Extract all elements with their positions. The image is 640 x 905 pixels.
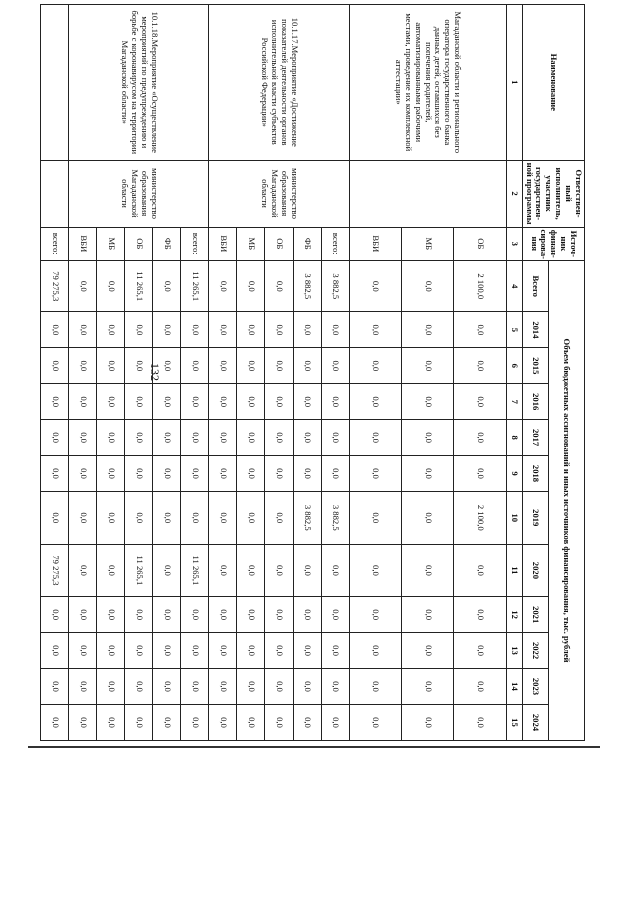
year-value-cell: 0,0 xyxy=(125,384,153,420)
year-value-cell: 0,0 xyxy=(349,597,401,633)
header-year-2021: 2021 xyxy=(522,597,548,633)
source-cell: ВБИ xyxy=(209,227,237,261)
year-value-cell: 0,0 xyxy=(293,544,321,597)
year-value-cell: 0,0 xyxy=(237,312,265,348)
total-cell: 0,0 xyxy=(69,261,97,312)
year-value-cell: 0,0 xyxy=(125,669,153,705)
total-cell: 3 882,5 xyxy=(321,261,349,312)
year-value-cell: 0,0 xyxy=(153,491,181,544)
year-value-cell: 0,0 xyxy=(293,669,321,705)
year-value-cell: 0,0 xyxy=(69,669,97,705)
total-cell: 0,0 xyxy=(402,261,454,312)
column-index-14: 14 xyxy=(506,669,522,705)
source-cell: МБ xyxy=(97,227,125,261)
year-value-cell: 0,0 xyxy=(321,420,349,456)
header-year-2016: 2016 xyxy=(522,384,548,420)
year-value-cell: 0,0 xyxy=(153,312,181,348)
year-value-cell: 0,0 xyxy=(293,312,321,348)
year-value-cell: 0,0 xyxy=(237,704,265,740)
year-value-cell: 0,0 xyxy=(69,491,97,544)
row-name-cell xyxy=(41,5,69,161)
year-value-cell: 0,0 xyxy=(321,544,349,597)
row-executor-cell: министерство образования Магаданской области xyxy=(69,160,209,227)
page-rule xyxy=(28,746,600,748)
year-value-cell: 0,0 xyxy=(265,420,293,456)
year-value-cell: 0,0 xyxy=(265,348,293,384)
year-value-cell: 0,0 xyxy=(454,384,506,420)
column-index-6: 6 xyxy=(506,348,522,384)
year-value-cell: 0,0 xyxy=(321,633,349,669)
year-value-cell: 0,0 xyxy=(349,669,401,705)
total-cell: 3 882,5 xyxy=(293,261,321,312)
year-value-cell: 0,0 xyxy=(454,348,506,384)
year-value-cell: 3 882,5 xyxy=(293,491,321,544)
year-value-cell: 0,0 xyxy=(125,597,153,633)
year-value-cell: 0,0 xyxy=(153,384,181,420)
year-value-cell: 0,0 xyxy=(402,704,454,740)
year-value-cell: 0,0 xyxy=(181,312,209,348)
year-value-cell: 0,0 xyxy=(402,491,454,544)
year-value-cell: 0,0 xyxy=(402,456,454,492)
year-value-cell: 0,0 xyxy=(349,420,401,456)
total-cell: 0,0 xyxy=(237,261,265,312)
year-value-cell: 0,0 xyxy=(41,491,69,544)
year-value-cell: 0,0 xyxy=(41,669,69,705)
year-value-cell: 0,0 xyxy=(454,420,506,456)
year-value-cell: 0,0 xyxy=(209,348,237,384)
year-value-cell: 0,0 xyxy=(69,312,97,348)
header-volume: Объем бюджетных ассигнований и иных источников финансирования, тыс. рублей xyxy=(548,261,584,741)
year-value-cell: 3 882,5 xyxy=(321,491,349,544)
year-value-cell: 0,0 xyxy=(209,384,237,420)
source-cell: ОБ xyxy=(265,227,293,261)
year-value-cell: 0,0 xyxy=(41,456,69,492)
year-value-cell: 0,0 xyxy=(209,669,237,705)
year-value-cell: 0,0 xyxy=(237,491,265,544)
year-value-cell: 0,0 xyxy=(41,704,69,740)
column-index-10: 10 xyxy=(506,491,522,544)
year-value-cell: 0,0 xyxy=(97,597,125,633)
year-value-cell: 0,0 xyxy=(153,420,181,456)
year-value-cell: 0,0 xyxy=(321,348,349,384)
year-value-cell: 0,0 xyxy=(153,348,181,384)
column-index-5: 5 xyxy=(506,312,522,348)
year-value-cell: 0,0 xyxy=(125,456,153,492)
year-value-cell: 0,0 xyxy=(265,384,293,420)
column-index-3: 3 xyxy=(506,227,522,261)
year-value-cell: 0,0 xyxy=(41,348,69,384)
year-value-cell: 0,0 xyxy=(153,597,181,633)
source-cell: МБ xyxy=(402,227,454,261)
year-value-cell: 0,0 xyxy=(153,669,181,705)
row-executor-cell xyxy=(41,160,69,227)
year-value-cell: 11 265,1 xyxy=(181,544,209,597)
source-cell: всего: xyxy=(321,227,349,261)
header-year-2017: 2017 xyxy=(522,420,548,456)
year-value-cell: 0,0 xyxy=(69,633,97,669)
year-value-cell: 0,0 xyxy=(181,491,209,544)
year-value-cell: 0,0 xyxy=(209,633,237,669)
year-value-cell: 0,0 xyxy=(265,704,293,740)
year-value-cell: 0,0 xyxy=(349,456,401,492)
year-value-cell: 0,0 xyxy=(69,348,97,384)
year-value-cell: 0,0 xyxy=(237,384,265,420)
column-index-4: 4 xyxy=(506,261,522,312)
header-year-2024: 2024 xyxy=(522,704,548,740)
year-value-cell: 0,0 xyxy=(237,348,265,384)
year-value-cell: 0,0 xyxy=(321,456,349,492)
row-executor-cell: министерство образования Магаданской области xyxy=(209,160,349,227)
year-value-cell: 0,0 xyxy=(402,384,454,420)
year-value-cell: 0,0 xyxy=(97,348,125,384)
year-value-cell: 0,0 xyxy=(454,704,506,740)
year-value-cell: 0,0 xyxy=(125,348,153,384)
year-value-cell: 0,0 xyxy=(321,312,349,348)
column-index-2: 2 xyxy=(506,160,522,227)
year-value-cell: 0,0 xyxy=(97,384,125,420)
year-value-cell: 0,0 xyxy=(321,704,349,740)
year-value-cell: 0,0 xyxy=(181,420,209,456)
year-value-cell: 0,0 xyxy=(237,633,265,669)
budget-table xyxy=(40,4,585,741)
year-value-cell: 0,0 xyxy=(265,491,293,544)
table-row xyxy=(454,5,506,741)
year-value-cell: 0,0 xyxy=(181,597,209,633)
year-value-cell: 0,0 xyxy=(41,420,69,456)
year-value-cell: 0,0 xyxy=(97,456,125,492)
year-value-cell: 0,0 xyxy=(237,420,265,456)
total-cell: 0,0 xyxy=(153,261,181,312)
page-number: 132 xyxy=(148,363,162,381)
rotated-budget-sheet xyxy=(40,4,585,741)
year-value-cell: 0,0 xyxy=(349,312,401,348)
year-value-cell: 0,0 xyxy=(181,348,209,384)
year-value-cell: 0,0 xyxy=(41,597,69,633)
column-index-11: 11 xyxy=(506,544,522,597)
total-cell: 11 265,1 xyxy=(181,261,209,312)
year-value-cell: 0,0 xyxy=(97,420,125,456)
row-name-cell: Магаданской области и регионального оператора государственного банка данных детей, оставшихся без попечения родителей, автоматизированными рабочими местами, проведение их комплексной аттестации» xyxy=(349,5,506,161)
column-index-8: 8 xyxy=(506,420,522,456)
year-value-cell: 0,0 xyxy=(41,312,69,348)
year-value-cell: 0,0 xyxy=(402,312,454,348)
year-value-cell: 0,0 xyxy=(69,704,97,740)
year-value-cell: 0,0 xyxy=(69,597,97,633)
total-cell: 0,0 xyxy=(209,261,237,312)
header-year-2018: 2018 xyxy=(522,456,548,492)
year-value-cell: 0,0 xyxy=(349,544,401,597)
year-value-cell: 0,0 xyxy=(265,312,293,348)
year-value-cell: 0,0 xyxy=(237,597,265,633)
year-value-cell: 0,0 xyxy=(153,456,181,492)
total-cell: 11 265,1 xyxy=(125,261,153,312)
year-value-cell: 0,0 xyxy=(181,456,209,492)
year-value-cell: 0,0 xyxy=(125,312,153,348)
year-value-cell: 0,0 xyxy=(69,456,97,492)
year-value-cell: 0,0 xyxy=(293,348,321,384)
year-value-cell: 0,0 xyxy=(181,704,209,740)
year-value-cell: 0,0 xyxy=(293,384,321,420)
year-value-cell: 0,0 xyxy=(349,704,401,740)
year-value-cell: 0,0 xyxy=(209,420,237,456)
year-value-cell: 0,0 xyxy=(69,384,97,420)
year-value-cell: 0,0 xyxy=(153,544,181,597)
year-value-cell: 0,0 xyxy=(349,633,401,669)
year-value-cell: 0,0 xyxy=(153,704,181,740)
year-value-cell: 0,0 xyxy=(209,491,237,544)
year-value-cell: 0,0 xyxy=(454,544,506,597)
year-value-cell: 0,0 xyxy=(402,420,454,456)
year-value-cell: 0,0 xyxy=(97,669,125,705)
year-value-cell: 0,0 xyxy=(209,312,237,348)
year-value-cell: 0,0 xyxy=(125,704,153,740)
year-value-cell: 0,0 xyxy=(125,491,153,544)
year-value-cell: 79 275,3 xyxy=(41,544,69,597)
source-cell: всего: xyxy=(181,227,209,261)
year-value-cell: 0,0 xyxy=(321,384,349,420)
row-name-cell: 10.1.18.Мероприятие «Осуществление мероприятий по предупреждению и борьбе с коронавирусом на территории Магаданской области» xyxy=(69,5,209,161)
column-index-12: 12 xyxy=(506,597,522,633)
year-value-cell: 0,0 xyxy=(293,420,321,456)
year-value-cell: 0,0 xyxy=(237,669,265,705)
column-index-15: 15 xyxy=(506,704,522,740)
year-value-cell: 0,0 xyxy=(265,669,293,705)
total-cell: 0,0 xyxy=(97,261,125,312)
year-value-cell: 0,0 xyxy=(402,633,454,669)
year-value-cell: 0,0 xyxy=(265,597,293,633)
header-source: Источ-ник финан-сирова-ния xyxy=(522,227,584,261)
year-value-cell: 0,0 xyxy=(454,597,506,633)
year-value-cell: 0,0 xyxy=(265,544,293,597)
year-value-cell: 0,0 xyxy=(97,491,125,544)
year-value-cell: 0,0 xyxy=(97,312,125,348)
column-index-1: 1 xyxy=(506,5,522,161)
header-year-2023: 2023 xyxy=(522,669,548,705)
year-value-cell: 0,0 xyxy=(69,544,97,597)
year-value-cell: 0,0 xyxy=(125,633,153,669)
row-executor-cell xyxy=(349,160,506,227)
total-cell: 2 100,0 xyxy=(454,261,506,312)
year-value-cell: 0,0 xyxy=(349,491,401,544)
year-value-cell: 0,0 xyxy=(209,456,237,492)
column-index-9: 9 xyxy=(506,456,522,492)
year-value-cell: 0,0 xyxy=(402,669,454,705)
column-index-13: 13 xyxy=(506,633,522,669)
year-value-cell: 0,0 xyxy=(454,456,506,492)
source-cell: всего: xyxy=(41,227,69,261)
header-year-2015: 2015 xyxy=(522,348,548,384)
header-executor: Ответствен-ный исполнитель, участник государствен-ной программы xyxy=(522,160,584,227)
year-value-cell: 0,0 xyxy=(209,704,237,740)
year-value-cell: 0,0 xyxy=(237,544,265,597)
header-year-2019: 2019 xyxy=(522,491,548,544)
row-name-cell: 10.1.17.Мероприятие «Достижение показателей деятельности органов исполнительной власти субъектов Российской Федерации» xyxy=(209,5,349,161)
total-cell: 0,0 xyxy=(265,261,293,312)
year-value-cell: 0,0 xyxy=(181,633,209,669)
header-year-2014: 2014 xyxy=(522,312,548,348)
year-value-cell: 0,0 xyxy=(402,544,454,597)
source-cell: МБ xyxy=(237,227,265,261)
year-value-cell: 0,0 xyxy=(321,597,349,633)
year-value-cell: 0,0 xyxy=(454,312,506,348)
year-value-cell: 0,0 xyxy=(349,348,401,384)
year-value-cell: 0,0 xyxy=(181,669,209,705)
year-value-cell: 0,0 xyxy=(293,456,321,492)
year-value-cell: 0,0 xyxy=(209,597,237,633)
year-value-cell: 0,0 xyxy=(153,633,181,669)
header-name: Наименование xyxy=(522,5,584,161)
source-cell: ФБ xyxy=(293,227,321,261)
year-value-cell: 0,0 xyxy=(41,384,69,420)
table-row xyxy=(181,5,209,741)
year-value-cell: 0,0 xyxy=(97,704,125,740)
source-cell: ОБ xyxy=(125,227,153,261)
year-value-cell: 0,0 xyxy=(97,544,125,597)
header-total: Всего xyxy=(522,261,548,312)
year-value-cell: 0,0 xyxy=(454,669,506,705)
source-cell: ОБ xyxy=(454,227,506,261)
total-cell: 0,0 xyxy=(349,261,401,312)
year-value-cell: 0,0 xyxy=(402,348,454,384)
source-cell: ВБИ xyxy=(349,227,401,261)
year-value-cell: 0,0 xyxy=(454,633,506,669)
source-cell: ФБ xyxy=(153,227,181,261)
year-value-cell: 0,0 xyxy=(41,633,69,669)
year-value-cell: 0,0 xyxy=(402,597,454,633)
header-year-2020: 2020 xyxy=(522,544,548,597)
year-value-cell: 0,0 xyxy=(293,704,321,740)
year-value-cell: 2 100,0 xyxy=(454,491,506,544)
year-value-cell: 0,0 xyxy=(181,384,209,420)
year-value-cell: 0,0 xyxy=(321,669,349,705)
year-value-cell: 0,0 xyxy=(97,633,125,669)
column-index-7: 7 xyxy=(506,384,522,420)
source-cell: ВБИ xyxy=(69,227,97,261)
year-value-cell: 0,0 xyxy=(349,384,401,420)
year-value-cell: 0,0 xyxy=(265,456,293,492)
year-value-cell: 0,0 xyxy=(125,420,153,456)
year-value-cell: 0,0 xyxy=(293,597,321,633)
year-value-cell: 0,0 xyxy=(237,456,265,492)
table-row xyxy=(321,5,349,741)
year-value-cell: 0,0 xyxy=(69,420,97,456)
header-year-2022: 2022 xyxy=(522,633,548,669)
total-cell: 79 275,3 xyxy=(41,261,69,312)
table-row xyxy=(41,5,69,741)
year-value-cell: 0,0 xyxy=(265,633,293,669)
year-value-cell: 11 265,1 xyxy=(125,544,153,597)
year-value-cell: 0,0 xyxy=(209,544,237,597)
year-value-cell: 0,0 xyxy=(293,633,321,669)
